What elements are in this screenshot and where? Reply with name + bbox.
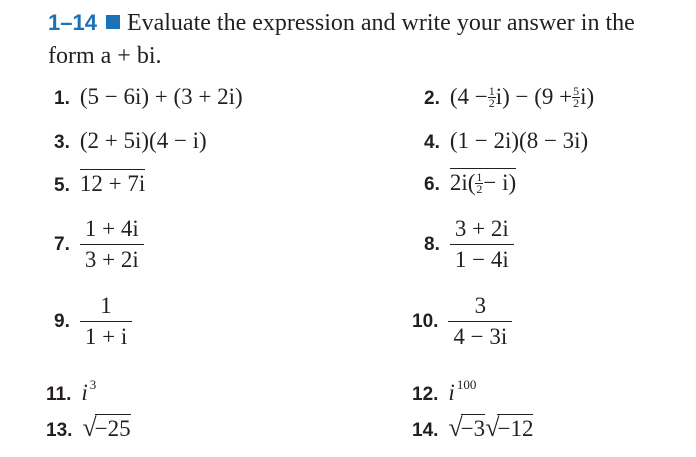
problem-13 bbox=[46, 415, 131, 444]
problem-number: 7. bbox=[54, 233, 70, 255]
square-root-sign: √ bbox=[82, 413, 97, 442]
problem-expression: (1 − 2i)(8 − 3i) bbox=[449, 128, 589, 153]
radicand: −12 bbox=[497, 416, 534, 441]
instructions-line-1: Evaluate the expression and write your answer in the bbox=[126, 10, 635, 36]
problem-expression-conjugate: 12 + 7i bbox=[79, 171, 146, 196]
problem-number: 8. bbox=[424, 233, 440, 255]
fraction-one-half: $\frac{1}{2}$ bbox=[488, 83, 495, 110]
square-root-sign: √ bbox=[448, 413, 463, 442]
problem-number: 6. bbox=[424, 174, 440, 195]
denominator: 1 + i bbox=[80, 321, 132, 352]
problem-3 bbox=[54, 128, 207, 156]
numerator: 1 bbox=[100, 293, 112, 318]
power-base: i bbox=[448, 380, 455, 405]
problem-5 bbox=[54, 171, 145, 199]
problem-4 bbox=[424, 128, 588, 156]
fraction bbox=[80, 214, 144, 275]
blue-square-marker bbox=[106, 15, 120, 29]
problem-number: 12. bbox=[412, 384, 439, 405]
instructions-line-2: form a + bi. bbox=[48, 43, 162, 69]
problem-number: 3. bbox=[54, 132, 70, 153]
fraction-one-half: 1 2 bbox=[476, 169, 483, 196]
denominator: 3 + 2i bbox=[80, 244, 144, 275]
problem-number: 2. bbox=[424, 88, 440, 109]
problem-9 bbox=[54, 291, 132, 352]
exercise-range: 1–14 bbox=[48, 10, 97, 35]
radicand: −3 bbox=[460, 416, 486, 441]
problem-expression-conjugate: 2i( 1 2 − i) bbox=[449, 169, 517, 196]
numerator: 3 bbox=[474, 293, 487, 318]
problem-14 bbox=[412, 415, 533, 444]
problem-number: 4. bbox=[424, 132, 440, 153]
problem-12 bbox=[412, 372, 476, 408]
numerator: 1 + 4i bbox=[84, 216, 139, 241]
fraction bbox=[80, 291, 132, 352]
problem-number: 13. bbox=[46, 420, 73, 441]
problem-11 bbox=[46, 372, 96, 408]
square-root-sign: √ bbox=[485, 413, 500, 442]
problem-7 bbox=[54, 214, 144, 275]
radicand: −25 bbox=[94, 416, 131, 441]
denominator: 1 − 4i bbox=[450, 244, 514, 275]
power-base: i bbox=[81, 380, 88, 405]
problem-1 bbox=[54, 84, 243, 112]
problem-expression: (2 + 5i)(4 − i) bbox=[79, 128, 207, 153]
problem-expression: (4 − $\frac{1}{2}$ i) − (9 + $\frac{5}{2}$ i) bbox=[449, 83, 595, 110]
fraction bbox=[450, 214, 514, 275]
problem-number: 14. bbox=[412, 420, 439, 441]
problem-number: 11. bbox=[46, 384, 72, 405]
numerator: 3 + 2i bbox=[454, 216, 509, 241]
fraction bbox=[448, 291, 512, 352]
problem-number: 10. bbox=[412, 310, 439, 332]
power-exponent: 3 bbox=[89, 377, 97, 392]
problem-number: 1. bbox=[54, 88, 70, 109]
problem-10 bbox=[412, 291, 512, 352]
problem-8 bbox=[424, 214, 514, 275]
problem-number: 9. bbox=[54, 310, 70, 332]
exercise-instructions bbox=[48, 6, 688, 73]
denominator: 4 − 3i bbox=[448, 321, 512, 352]
power-exponent: 100 bbox=[456, 377, 477, 392]
problem-6 bbox=[424, 168, 516, 198]
fraction-five-halves: $\frac{5}{2}$ bbox=[573, 83, 580, 110]
problem-2 bbox=[424, 84, 594, 112]
problem-expression: (5 − 6i) + (3 + 2i) bbox=[79, 84, 243, 109]
problem-number: 5. bbox=[54, 175, 70, 196]
